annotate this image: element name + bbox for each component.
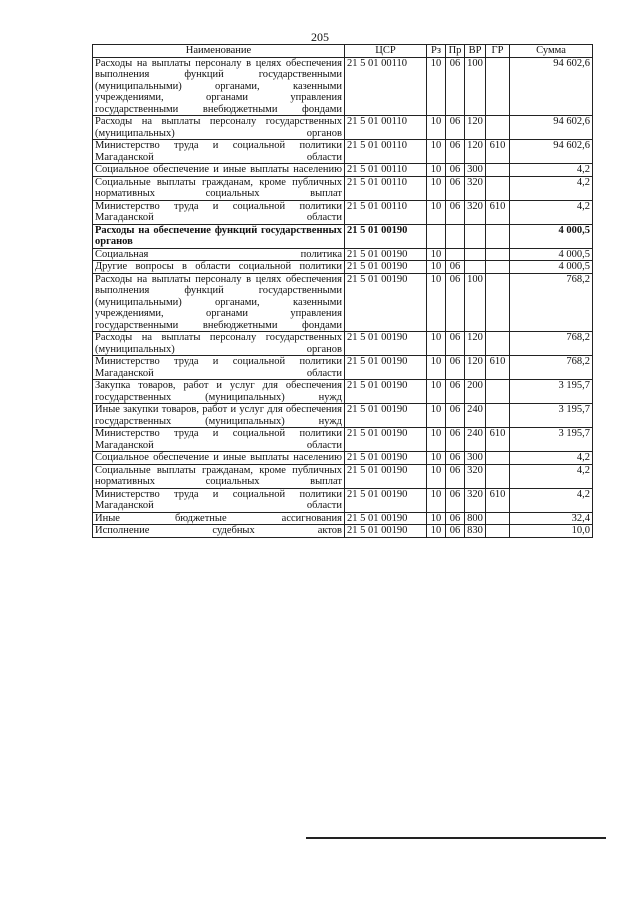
row-sum: 94 602,6 bbox=[510, 140, 593, 164]
row-name: Министерство труда и социальной политики Магаданской области bbox=[93, 488, 345, 512]
row-csr: 21 5 01 00110 bbox=[345, 176, 427, 200]
row-rz bbox=[427, 224, 446, 248]
row-sum: 4,2 bbox=[510, 176, 593, 200]
row-csr: 21 5 01 00190 bbox=[345, 452, 427, 465]
row-pr: 06 bbox=[446, 116, 465, 140]
row-rz: 10 bbox=[427, 404, 446, 428]
header-row bbox=[93, 45, 593, 58]
table-row bbox=[93, 273, 593, 332]
header-gr: ГР bbox=[486, 45, 510, 58]
row-vr: 100 bbox=[465, 57, 486, 116]
row-csr: 21 5 01 00110 bbox=[345, 140, 427, 164]
row-gr bbox=[486, 273, 510, 332]
header-pr: Пр bbox=[446, 45, 465, 58]
row-sum: 4 000,5 bbox=[510, 261, 593, 274]
row-csr: 21 5 01 00190 bbox=[345, 512, 427, 525]
table-row bbox=[93, 176, 593, 200]
row-gr: 610 bbox=[486, 356, 510, 380]
row-rz: 10 bbox=[427, 273, 446, 332]
table-row bbox=[93, 261, 593, 274]
row-name: Министерство труда и социальной политики Магаданской области bbox=[93, 200, 345, 224]
row-gr bbox=[486, 452, 510, 465]
row-csr: 21 5 01 00190 bbox=[345, 356, 427, 380]
row-name: Иные бюджетные ассигнования bbox=[93, 512, 345, 525]
row-name: Расходы на выплаты персоналу государственных (муниципальных) органов bbox=[93, 332, 345, 356]
row-gr bbox=[486, 224, 510, 248]
header-vr: ВР bbox=[465, 45, 486, 58]
row-vr: 800 bbox=[465, 512, 486, 525]
row-pr bbox=[446, 248, 465, 261]
row-rz: 10 bbox=[427, 176, 446, 200]
row-vr: 320 bbox=[465, 488, 486, 512]
row-rz: 10 bbox=[427, 332, 446, 356]
row-pr: 06 bbox=[446, 525, 465, 538]
row-rz: 10 bbox=[427, 452, 446, 465]
row-csr: 21 5 01 00190 bbox=[345, 332, 427, 356]
row-vr: 120 bbox=[465, 356, 486, 380]
row-name: Иные закупки товаров, работ и услуг для обеспечения государственных (муниципальных) нужд bbox=[93, 404, 345, 428]
row-sum: 4,2 bbox=[510, 452, 593, 465]
row-sum: 768,2 bbox=[510, 332, 593, 356]
table-row bbox=[93, 464, 593, 488]
row-sum: 4,2 bbox=[510, 200, 593, 224]
row-vr: 320 bbox=[465, 464, 486, 488]
header-rz: Рз bbox=[427, 45, 446, 58]
row-rz: 10 bbox=[427, 200, 446, 224]
row-pr: 06 bbox=[446, 380, 465, 404]
row-vr: 240 bbox=[465, 404, 486, 428]
row-name: Социальная политика bbox=[93, 248, 345, 261]
row-rz: 10 bbox=[427, 164, 446, 177]
row-pr: 06 bbox=[446, 261, 465, 274]
row-pr: 06 bbox=[446, 200, 465, 224]
row-pr: 06 bbox=[446, 57, 465, 116]
row-rz: 10 bbox=[427, 428, 446, 452]
row-vr: 120 bbox=[465, 140, 486, 164]
row-name: Социальные выплаты гражданам, кроме публичных нормативных социальных выплат bbox=[93, 176, 345, 200]
table-row bbox=[93, 164, 593, 177]
row-gr bbox=[486, 380, 510, 404]
row-csr: 21 5 01 00190 bbox=[345, 525, 427, 538]
row-vr bbox=[465, 261, 486, 274]
row-rz: 10 bbox=[427, 464, 446, 488]
table-row bbox=[93, 404, 593, 428]
row-name: Расходы на выплаты персоналу государственных (муниципальных) органов bbox=[93, 116, 345, 140]
row-rz: 10 bbox=[427, 525, 446, 538]
row-rz: 10 bbox=[427, 488, 446, 512]
row-csr: 21 5 01 00190 bbox=[345, 428, 427, 452]
row-pr: 06 bbox=[446, 404, 465, 428]
row-name: Министерство труда и социальной политики Магаданской области bbox=[93, 356, 345, 380]
row-sum: 94 602,6 bbox=[510, 116, 593, 140]
row-pr: 06 bbox=[446, 176, 465, 200]
row-sum: 4 000,5 bbox=[510, 248, 593, 261]
row-gr: 610 bbox=[486, 200, 510, 224]
row-sum: 768,2 bbox=[510, 273, 593, 332]
table-row bbox=[93, 248, 593, 261]
table-row bbox=[93, 380, 593, 404]
row-csr: 21 5 01 00110 bbox=[345, 164, 427, 177]
row-csr: 21 5 01 00190 bbox=[345, 380, 427, 404]
row-name: Расходы на обеспечение функций государственных органов bbox=[93, 224, 345, 248]
row-gr bbox=[486, 116, 510, 140]
table-row bbox=[93, 525, 593, 538]
row-sum: 768,2 bbox=[510, 356, 593, 380]
row-sum: 3 195,7 bbox=[510, 428, 593, 452]
row-name: Министерство труда и социальной политики Магаданской области bbox=[93, 428, 345, 452]
row-name: Расходы на выплаты персоналу в целях обеспечения выполнения функций государственными (муниципальными) органами, казенными учреждениями, органами управления государственными внебюджетными фондами bbox=[93, 273, 345, 332]
row-pr: 06 bbox=[446, 488, 465, 512]
row-rz: 10 bbox=[427, 140, 446, 164]
row-pr: 06 bbox=[446, 512, 465, 525]
row-vr: 320 bbox=[465, 176, 486, 200]
row-vr: 120 bbox=[465, 116, 486, 140]
row-gr bbox=[486, 332, 510, 356]
row-csr: 21 5 01 00110 bbox=[345, 116, 427, 140]
row-sum: 10,0 bbox=[510, 525, 593, 538]
row-sum: 4,2 bbox=[510, 464, 593, 488]
row-pr: 06 bbox=[446, 428, 465, 452]
row-pr: 06 bbox=[446, 452, 465, 465]
page-number: 205 bbox=[311, 30, 329, 44]
row-gr bbox=[486, 164, 510, 177]
table-row bbox=[93, 57, 593, 116]
row-csr: 21 5 01 00190 bbox=[345, 261, 427, 274]
row-gr bbox=[486, 261, 510, 274]
row-rz: 10 bbox=[427, 380, 446, 404]
table-row bbox=[93, 356, 593, 380]
table-row bbox=[93, 452, 593, 465]
row-name: Исполнение судебных актов bbox=[93, 525, 345, 538]
row-gr: 610 bbox=[486, 488, 510, 512]
row-csr: 21 5 01 00190 bbox=[345, 273, 427, 332]
header-name: Наименование bbox=[93, 45, 345, 58]
row-vr: 300 bbox=[465, 452, 486, 465]
row-csr: 21 5 01 00190 bbox=[345, 404, 427, 428]
budget-table bbox=[92, 44, 593, 538]
row-csr: 21 5 01 00190 bbox=[345, 224, 427, 248]
row-vr bbox=[465, 224, 486, 248]
row-gr bbox=[486, 464, 510, 488]
header-sum: Сумма bbox=[510, 45, 593, 58]
row-gr: 610 bbox=[486, 140, 510, 164]
row-csr: 21 5 01 00110 bbox=[345, 57, 427, 116]
row-rz: 10 bbox=[427, 261, 446, 274]
row-pr: 06 bbox=[446, 356, 465, 380]
row-rz: 10 bbox=[427, 57, 446, 116]
row-gr: 610 bbox=[486, 428, 510, 452]
row-csr: 21 5 01 00190 bbox=[345, 488, 427, 512]
row-gr bbox=[486, 176, 510, 200]
row-vr: 830 bbox=[465, 525, 486, 538]
row-name: Другие вопросы в области социальной политики bbox=[93, 261, 345, 274]
table-row bbox=[93, 512, 593, 525]
row-rz: 10 bbox=[427, 356, 446, 380]
row-gr bbox=[486, 57, 510, 116]
row-vr: 240 bbox=[465, 428, 486, 452]
row-sum: 4,2 bbox=[510, 488, 593, 512]
table-row bbox=[93, 428, 593, 452]
header-csr: ЦСР bbox=[345, 45, 427, 58]
row-csr: 21 5 01 00190 bbox=[345, 464, 427, 488]
row-vr: 300 bbox=[465, 164, 486, 177]
row-rz: 10 bbox=[427, 248, 446, 261]
row-rz: 10 bbox=[427, 512, 446, 525]
row-sum: 3 195,7 bbox=[510, 404, 593, 428]
row-sum: 32,4 bbox=[510, 512, 593, 525]
table-row bbox=[93, 200, 593, 224]
row-pr: 06 bbox=[446, 164, 465, 177]
row-pr: 06 bbox=[446, 464, 465, 488]
table-row bbox=[93, 116, 593, 140]
row-vr: 100 bbox=[465, 273, 486, 332]
row-name: Министерство труда и социальной политики Магаданской области bbox=[93, 140, 345, 164]
row-name: Социальное обеспечение и иные выплаты населению bbox=[93, 452, 345, 465]
row-gr bbox=[486, 512, 510, 525]
row-sum: 3 195,7 bbox=[510, 380, 593, 404]
row-name: Социальные выплаты гражданам, кроме публичных нормативных социальных выплат bbox=[93, 464, 345, 488]
row-vr: 120 bbox=[465, 332, 486, 356]
row-gr bbox=[486, 404, 510, 428]
row-csr: 21 5 01 00190 bbox=[345, 248, 427, 261]
row-name: Закупка товаров, работ и услуг для обеспечения государственных (муниципальных) нужд bbox=[93, 380, 345, 404]
row-sum: 94 602,6 bbox=[510, 57, 593, 116]
row-pr bbox=[446, 224, 465, 248]
row-gr bbox=[486, 525, 510, 538]
row-rz: 10 bbox=[427, 116, 446, 140]
row-csr: 21 5 01 00110 bbox=[345, 200, 427, 224]
row-vr: 320 bbox=[465, 200, 486, 224]
table-row bbox=[93, 140, 593, 164]
row-vr: 200 bbox=[465, 380, 486, 404]
row-vr bbox=[465, 248, 486, 261]
row-sum: 4,2 bbox=[510, 164, 593, 177]
table-row bbox=[93, 332, 593, 356]
row-sum: 4 000,5 bbox=[510, 224, 593, 248]
table-row bbox=[93, 488, 593, 512]
table-row bbox=[93, 224, 593, 248]
row-name: Социальное обеспечение и иные выплаты населению bbox=[93, 164, 345, 177]
row-pr: 06 bbox=[446, 140, 465, 164]
row-name: Расходы на выплаты персоналу в целях обеспечения выполнения функций государственными (муниципальными) органами, казенными учреждениями, органами управления государственными внебюджетными фондами bbox=[93, 57, 345, 116]
row-pr: 06 bbox=[446, 273, 465, 332]
row-pr: 06 bbox=[446, 332, 465, 356]
footer-divider bbox=[306, 837, 606, 839]
row-gr bbox=[486, 248, 510, 261]
